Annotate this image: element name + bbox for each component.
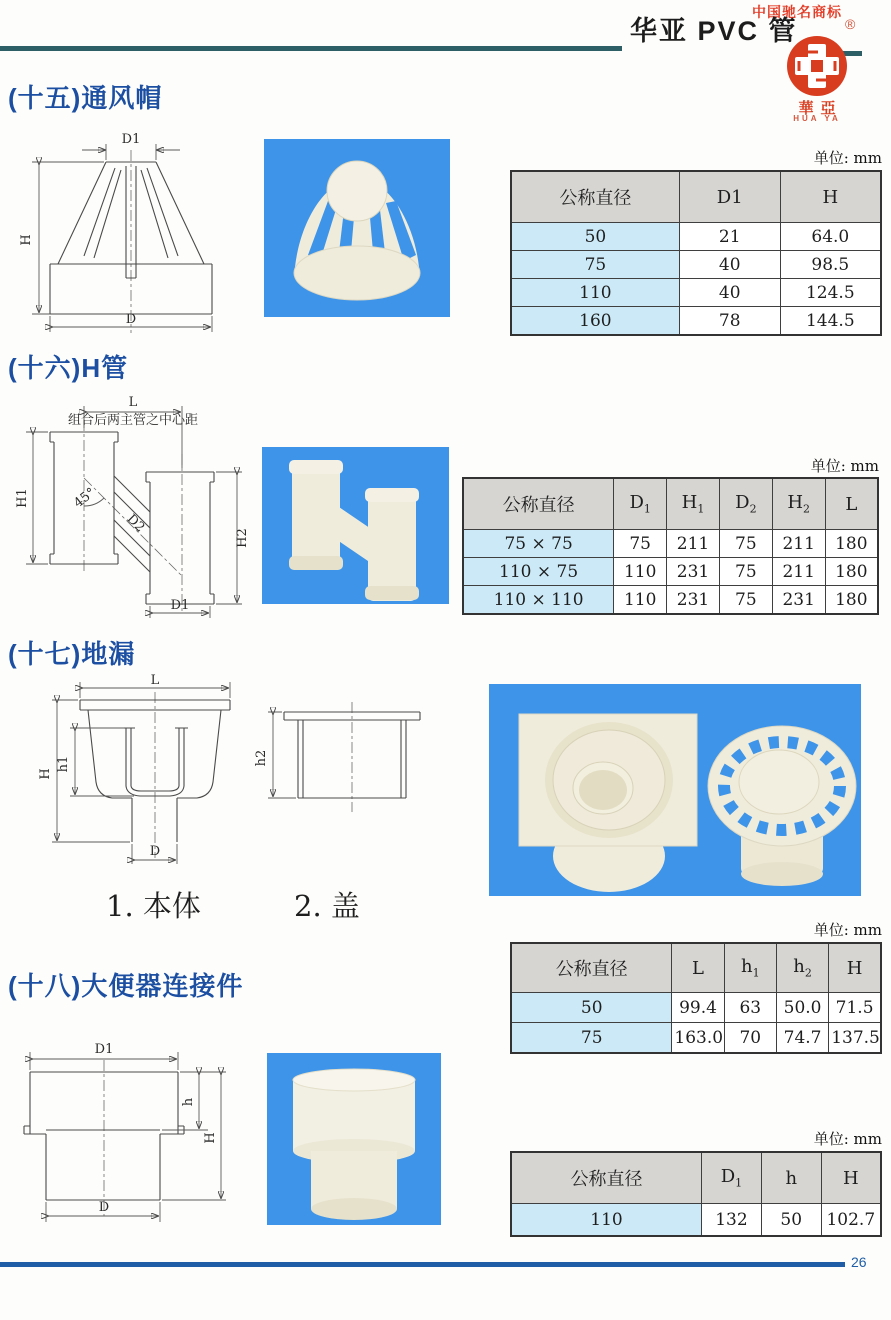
page-number: 26 — [851, 1254, 867, 1270]
dim-label-l: L — [150, 674, 160, 688]
floor-drain-spec-table — [510, 942, 882, 1054]
section-title-16: (十六)H管 — [8, 353, 129, 383]
table-row — [511, 251, 881, 279]
nominal-diameter-cell: 50 — [511, 223, 679, 251]
nominal-diameter-cell: 75 — [511, 1023, 672, 1054]
dim-label-d1: D1 — [94, 1042, 114, 1057]
huaya-logo-icon — [778, 34, 856, 98]
dim-label-h-big: H — [203, 1132, 218, 1144]
table-row — [511, 307, 881, 336]
dim-label-h: H — [38, 768, 53, 780]
value-cell: 50 — [761, 1204, 821, 1237]
page-title: 华亚 PVC 管 — [630, 16, 798, 46]
registered-trademark-icon: ® — [845, 16, 856, 32]
column-header: h — [761, 1152, 821, 1204]
value-cell: 63 — [724, 993, 776, 1023]
column-header: $D_1$ — [702, 1152, 762, 1204]
value-cell: 132 — [702, 1204, 762, 1237]
angle-label: 45° — [71, 485, 99, 512]
value-cell: 75 — [614, 530, 667, 558]
column-header: $H_1$ — [667, 478, 720, 530]
header-row — [511, 1152, 881, 1204]
drawing-note: 组合后两主管之中心距 — [67, 413, 199, 428]
column-header: 公称直径 — [511, 171, 679, 223]
dim-label-h1: H1 — [15, 488, 30, 508]
table-row — [463, 558, 878, 586]
value-cell: 50.0 — [776, 993, 828, 1023]
value-cell: 78 — [679, 307, 780, 336]
nominal-diameter-cell: 160 — [511, 307, 679, 336]
value-cell: 110 — [614, 586, 667, 615]
column-header: $H_2$ — [772, 478, 825, 530]
column-header: H — [821, 1152, 881, 1204]
column-header: D1 — [679, 171, 780, 223]
value-cell: 75 — [719, 530, 772, 558]
column-header: H — [829, 943, 881, 993]
value-cell: 180 — [825, 558, 878, 586]
table-row — [511, 993, 881, 1023]
section-title-17: (十七)地漏 — [8, 639, 136, 669]
table-row — [511, 1204, 881, 1237]
value-cell: 71.5 — [829, 993, 881, 1023]
technical-drawing-h-pipe — [12, 392, 257, 620]
value-cell: 211 — [667, 530, 720, 558]
value-cell: 98.5 — [780, 251, 881, 279]
table-row — [463, 530, 878, 558]
section-title-15: (十五)通风帽 — [8, 83, 163, 113]
column-header: $h_1$ — [724, 943, 776, 993]
header-row — [511, 943, 881, 993]
column-header: L — [672, 943, 724, 993]
column-header: H — [780, 171, 881, 223]
unit-label: 单位: mm — [813, 149, 882, 167]
value-cell: 40 — [679, 279, 780, 307]
value-cell: 144.5 — [780, 307, 881, 336]
nominal-diameter-cell: 50 — [511, 993, 672, 1023]
dim-label-h2: H2 — [235, 528, 250, 548]
caption-cover: 2. 盖 — [294, 889, 360, 923]
dim-label-d1: D1 — [121, 132, 141, 147]
value-cell: 231 — [667, 558, 720, 586]
technical-drawing-toilet-connector — [8, 1038, 233, 1233]
product-photo-floor-drain — [489, 684, 861, 896]
nominal-diameter-cell: 110 — [511, 279, 679, 307]
value-cell: 70 — [724, 1023, 776, 1054]
dim-label-h1: h1 — [56, 755, 71, 773]
dim-label-d1: D1 — [170, 598, 190, 613]
logo-text-cn: 華亞 — [798, 100, 843, 117]
value-cell: 75 — [719, 586, 772, 615]
value-cell: 21 — [679, 223, 780, 251]
value-cell: 231 — [772, 586, 825, 615]
value-cell: 124.5 — [780, 279, 881, 307]
dim-label-h: H — [19, 234, 34, 246]
column-header: $D_2$ — [719, 478, 772, 530]
nominal-diameter-cell: 110 × 110 — [463, 586, 614, 615]
value-cell: 137.5 — [829, 1023, 881, 1054]
dim-label-h-small: h — [181, 1097, 196, 1107]
dim-label-d: D — [98, 1200, 110, 1215]
column-header: 公称直径 — [511, 943, 672, 993]
column-header: 公称直径 — [511, 1152, 702, 1204]
nominal-diameter-cell: 75 × 75 — [463, 530, 614, 558]
caption-body: 1. 本体 — [106, 889, 201, 923]
vent-cap-spec-table — [510, 170, 882, 336]
dim-label-h2: h2 — [254, 749, 269, 767]
header-rule — [0, 46, 622, 51]
value-cell: 102.7 — [821, 1204, 881, 1237]
toilet-connector-spec-table — [510, 1151, 882, 1237]
table-row — [511, 223, 881, 251]
unit-label: 单位: mm — [813, 1130, 882, 1148]
dim-label-l: L — [128, 395, 138, 410]
value-cell: 99.4 — [672, 993, 724, 1023]
value-cell: 64.0 — [780, 223, 881, 251]
h-pipe-spec-table — [462, 477, 879, 615]
value-cell: 74.7 — [776, 1023, 828, 1054]
value-cell: 231 — [667, 586, 720, 615]
product-photo-h-pipe — [262, 447, 449, 604]
dim-label-d: D — [125, 312, 137, 327]
section-title-18: (十八)大便器连接件 — [8, 971, 244, 1001]
technical-drawing-floor-drain — [22, 674, 437, 884]
column-header: $h_2$ — [776, 943, 828, 993]
column-header: L — [825, 478, 878, 530]
product-photo-toilet-connector — [267, 1053, 441, 1225]
value-cell: 40 — [679, 251, 780, 279]
trademark-banner: 中国驰名商标 — [752, 4, 842, 20]
footer-rule — [0, 1262, 845, 1267]
unit-label: 单位: mm — [810, 457, 879, 475]
table-row — [463, 586, 878, 615]
value-cell: 211 — [772, 530, 825, 558]
technical-drawing-vent-cap — [18, 128, 243, 338]
product-photo-vent-cap — [264, 139, 450, 317]
value-cell: 75 — [719, 558, 772, 586]
value-cell: 180 — [825, 586, 878, 615]
nominal-diameter-cell: 75 — [511, 251, 679, 279]
column-header: $D_1$ — [614, 478, 667, 530]
dim-label-d: D — [149, 844, 161, 859]
dim-label-d2: D2 — [123, 511, 148, 536]
table-row — [511, 1023, 881, 1054]
value-cell: 163.0 — [672, 1023, 724, 1054]
table-row — [511, 279, 881, 307]
value-cell: 180 — [825, 530, 878, 558]
column-header: 公称直径 — [463, 478, 614, 530]
header-row — [511, 171, 881, 223]
header-row — [463, 478, 878, 530]
unit-label: 单位: mm — [813, 921, 882, 939]
value-cell: 211 — [772, 558, 825, 586]
value-cell: 110 — [614, 558, 667, 586]
nominal-diameter-cell: 110 × 75 — [463, 558, 614, 586]
nominal-diameter-cell: 110 — [511, 1204, 702, 1237]
logo-text-en: HUA YA — [793, 114, 841, 123]
